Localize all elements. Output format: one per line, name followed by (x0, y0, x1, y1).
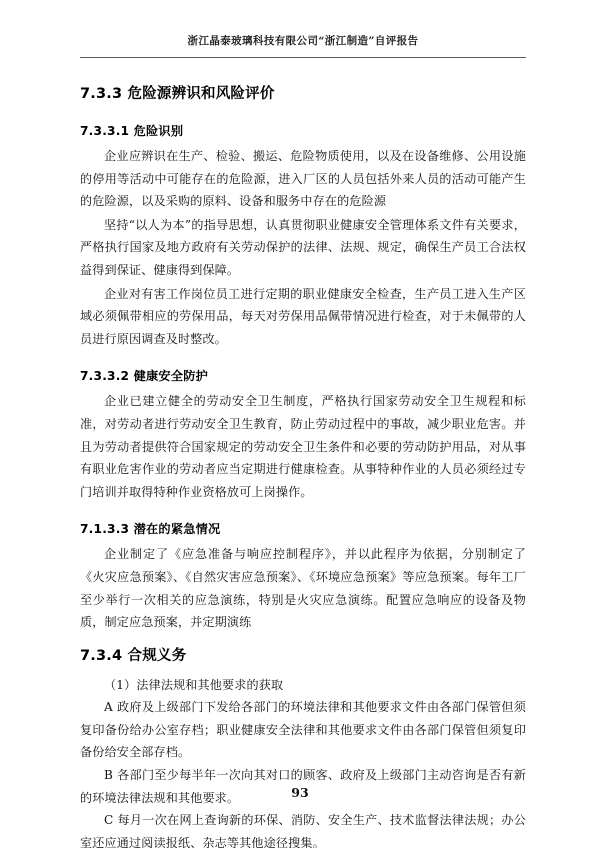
list-item-c: C 每月一次在网上查询新的环保、消防、安全生产、技术监督法律法规；办公室还应通过阅读报纸、杂志等其他途径搜集。 (80, 813, 526, 848)
section-heading-7-3-3-1: 7.3.3.1 危险识别 (80, 124, 184, 138)
list-item-b: B 各部门至少每半年一次向其对口的顾客、政府及上级部门主动咨询是否有新的环境法律法规和其他要求。 (80, 768, 526, 805)
paragraph-7-3-3-1-1: 企业应辨识在生产、检验、搬运、危险物质使用，以及在设备维修、公用设施的停用等活动中可能存在的危险源，进入厂区的人员包括外来人员的活动可能产生的危险源，以及采购的原料、设备和服务中存在的危险源 (80, 149, 526, 209)
section-heading-7-3-3-2: 7.3.3.2 健康安全防护 (80, 369, 208, 384)
running-header (80, 34, 526, 49)
header-divider-rule (80, 57, 526, 58)
page-number: 93 (291, 785, 309, 800)
running-header-text: 浙江晶泰玻璃科技有限公司“浙江制造”自评报告 (187, 35, 419, 47)
section-heading-7-3-4: 7.3.4 合规义务 (80, 647, 187, 664)
paragraph-7-3-3-1-3: 企业对有害工作岗位员工进行定期的职业健康安全检查，生产员工进入生产区域必须佩带相应的劳保用品，每天对劳保用品佩带情况进行检查，对于未佩带的人员进行原因调查及时整改。 (80, 286, 526, 346)
paragraph-7-3-3-1-2: 坚持“以人为本”的指导思想，认真贯彻职业健康安全管理体系文件有关要求，严格执行国家及地方政府有关劳动保护的法律、法规、规定，确保生产员工合法权益得到保证、健康得到保障。 (80, 217, 526, 277)
list-title-legal-requirements: （1）法律法规和其他要求的获取 (104, 677, 284, 692)
paragraph-7-3-3-2-1: 企业已建立健全的劳动安全卫生制度，严格执行国家劳动安全卫生规程和标准，对劳动者进行劳动安全卫生教育，防止劳动过程中的事故，减少职业危害。并且为劳动者提供符合国家规定的劳动安全卫生条件和必要的劳动防护用品，对从事有职业危害作业的劳动者应当定期进行健康检查。从事特种作业的人员必须经过专门培训并取得特种作业资格放可上岗操作。 (80, 394, 526, 499)
paragraph-7-1-3-3-1: 企业制定了《应急准备与响应控制程序》，并以此程序为依据，分别制定了《火灾应急预案》、《自然灾害应急预案》、《环境应急预案》等应急预案。每年工厂至少举行一次相关的应急演练，特别是火灾应急演练。配置应急响应的设备及物质，制定应急预案，并定期演练 (80, 547, 526, 630)
document-body (80, 72, 526, 848)
list-item-a: A 政府及上级部门下发给各部门的环境法律和其他要求文件由各部门保管但须复印备份给办公室存档；职业健康安全法律和其他要求文件由各部门保管但须复印备份给安全部存档。 (80, 700, 526, 760)
section-heading-7-3-3: 7.3.3 危险源辨识和风险评价 (80, 86, 275, 102)
section-heading-7-1-3-3: 7.1.3.3 潜在的紧急情况 (80, 522, 221, 537)
